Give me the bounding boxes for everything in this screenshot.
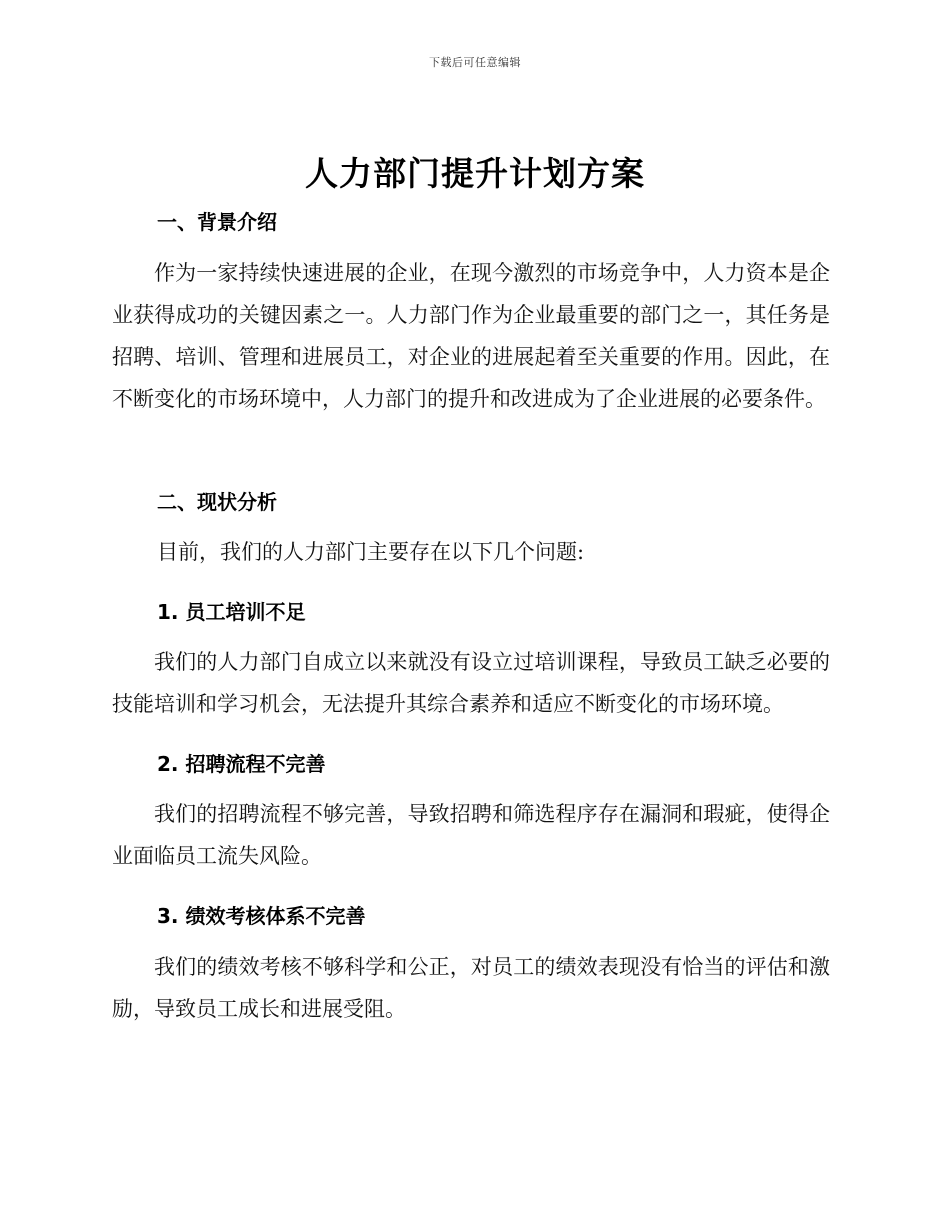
status-intro: 目前，我们的人力部门主要存在以下几个问题:	[157, 540, 585, 564]
issue-heading-recruitment: 2. 招聘流程不完善	[157, 752, 326, 776]
issue-paragraph-training: 我们的人力部门自成立以来就没有设立过培训课程，导致员工缺乏必要的技能培训和学习机会，无法提升其综合素养和适应不断变化的市场环境。	[112, 650, 830, 716]
issue-heading-training: 1. 员工培训不足	[157, 600, 306, 624]
issue-heading-performance: 3. 绩效考核体系不完善	[157, 904, 366, 928]
issue-paragraph-performance: 我们的绩效考核不够科学和公正，对员工的绩效表现没有恰当的评估和激励，导致员工成长和进展受阻。	[112, 955, 830, 1021]
section-heading-status: 二、现状分析	[157, 490, 277, 514]
background-paragraph: 作为一家持续快速进展的企业，在现今激烈的市场竞争中，人力资本是企业获得成功的关键因素之一。人力部门作为企业最重要的部门之一，其任务是招聘、培训、管理和进展员工，对企业的进展起着至关重要的作用。因此，在不断变化的市场环境中，人力部门的提升和改进成为了企业进展的必要条件。	[112, 261, 830, 411]
section-heading-background: 一、背景介绍	[157, 210, 277, 234]
header-note: 下载后可任意编辑	[429, 56, 521, 69]
document-title: 人力部门提升计划方案	[305, 154, 645, 193]
issue-paragraph-recruitment: 我们的招聘流程不够完善，导致招聘和筛选程序存在漏洞和瑕疵，使得企业面临员工流失风险。	[112, 802, 830, 868]
